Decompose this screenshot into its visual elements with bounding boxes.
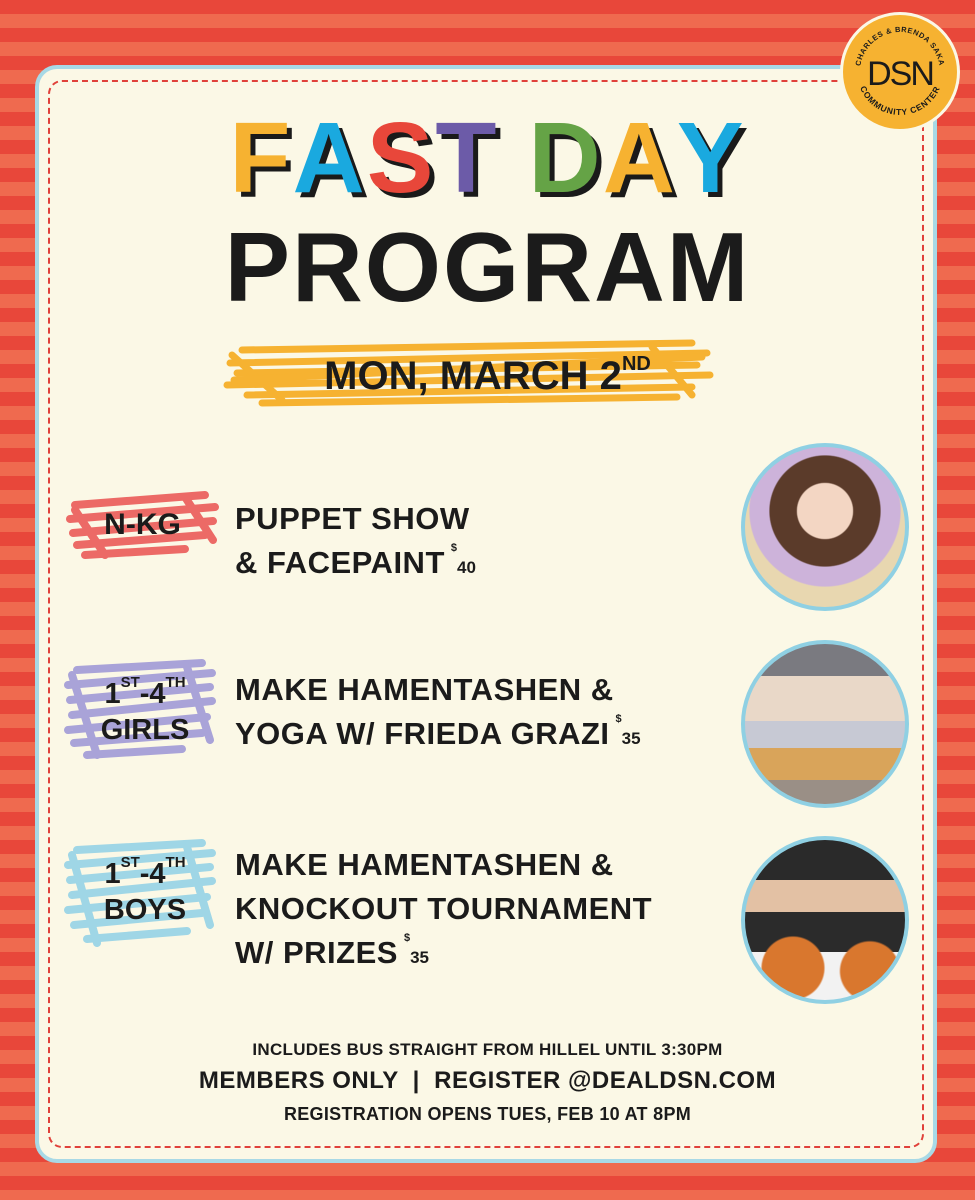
activity-girls-line2: YOGA W/ FRIEDA GRAZI — [235, 716, 610, 752]
title-letter: F — [229, 102, 293, 214]
photo-facepaint-girl — [741, 443, 909, 611]
logo-mark: DSN — [867, 55, 933, 93]
logo-arc-bottom: COMMUNITY CENTER — [858, 84, 942, 118]
title-letter: A — [292, 102, 367, 214]
footer-registration-opens: REGISTRATION OPENS TUES, FEB 10 AT 8PM — [283, 1104, 692, 1124]
activity-boys-line1: MAKE HAMENTASHEN & — [235, 847, 614, 882]
tag-nkg: N-KG — [104, 508, 181, 541]
tag-boys — [75, 856, 215, 929]
activity-boys-line3: W/ PRIZES — [235, 935, 398, 971]
activity-nkg — [235, 497, 476, 585]
price-boys: $35 — [403, 932, 429, 968]
event-date-suffix: ND — [621, 353, 651, 375]
title-letter: T — [435, 102, 499, 214]
title-letter: Y — [676, 102, 746, 214]
activity-girls-line1: MAKE HAMENTASHEN & — [235, 672, 614, 707]
photo-hamentashen-girls — [741, 640, 909, 808]
title-letter: S — [366, 102, 436, 214]
event-date-main: MON, MARCH 2 — [324, 354, 622, 398]
activity-boys — [235, 843, 652, 975]
title-letter: D — [528, 102, 603, 214]
tag-girls-grades: 1ST-4TH — [104, 674, 186, 710]
tag-boys-label: BOYS — [103, 894, 187, 927]
tag-girls — [75, 676, 215, 749]
price-nkg: $40 — [450, 542, 476, 578]
photo-basketball-boys — [741, 836, 909, 1004]
event-date — [0, 353, 975, 398]
title-letter — [498, 108, 528, 208]
activity-nkg-line1: PUPPET SHOW — [235, 501, 470, 536]
title-program: PROGRAM — [224, 212, 751, 322]
activity-boys-line2: KNOCKOUT TOURNAMENT — [235, 891, 653, 927]
footer-register: MEMBERS ONLY | REGISTER @DEALDSN.COM — [198, 1067, 777, 1094]
activity-girls — [235, 668, 641, 756]
title-fast-day — [0, 102, 975, 214]
tag-girls-label: GIRLS — [100, 714, 190, 747]
activity-nkg-line2: & FACEPAINT — [235, 545, 445, 581]
logo-arc-top: CHARLES & BRENDA SAKA — [853, 24, 947, 67]
footer-bus-info: INCLUDES BUS STRAIGHT FROM HILLEL UNTIL 3:30PM — [252, 1040, 723, 1059]
tag-boys-grades: 1ST-4TH — [104, 854, 186, 890]
title-letter: A — [602, 102, 677, 214]
price-girls: $35 — [615, 713, 641, 749]
